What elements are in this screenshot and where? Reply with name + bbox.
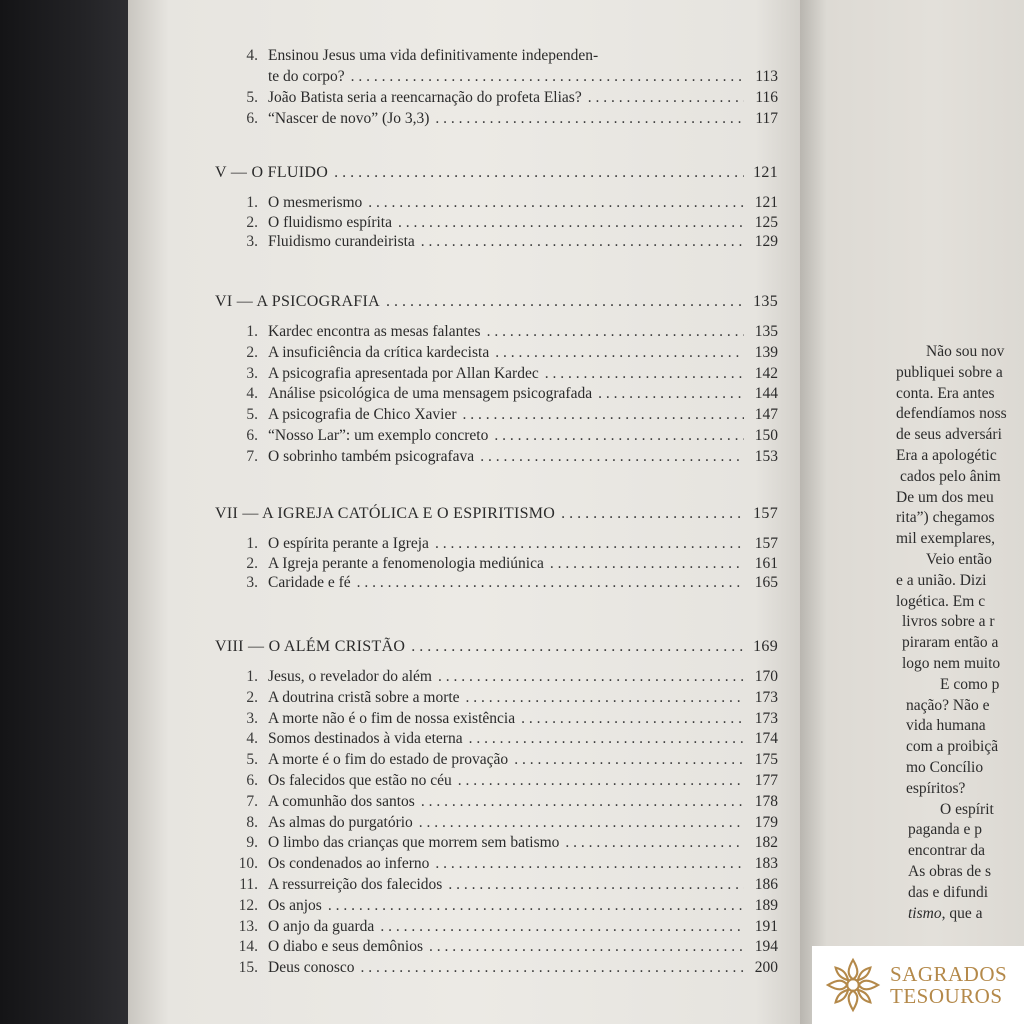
page-number: 121 <box>754 194 778 211</box>
page-number: 147 <box>754 406 778 424</box>
entry-number: 5. <box>246 406 258 424</box>
entry-title: A ressurreição dos falecidos <box>268 876 443 893</box>
body-text-line: paganda e p <box>908 821 983 839</box>
page-number: 139 <box>754 343 778 361</box>
body-text-line: Não sou nov <box>926 343 1005 360</box>
page-number: 153 <box>754 447 778 465</box>
chapter-heading <box>215 504 778 524</box>
leader-dots <box>545 364 744 384</box>
chapter-heading <box>215 637 778 657</box>
body-text-line: logo nem muito <box>902 654 1001 672</box>
entry-number: 1. <box>246 323 258 340</box>
leader-dots <box>494 426 744 446</box>
entry-number: 5. <box>246 89 258 106</box>
body-text-line: mo Concílio <box>906 758 984 776</box>
entry-number: 6. <box>246 772 258 789</box>
page-number: 179 <box>754 813 778 831</box>
leader-dots <box>368 193 744 213</box>
leader-dots <box>361 958 744 978</box>
leader-dots <box>458 771 744 791</box>
page-number: 200 <box>754 959 778 977</box>
page-number: 173 <box>754 709 778 727</box>
entry-number: 9. <box>246 834 258 852</box>
leader-dots <box>380 917 744 937</box>
leader-dots <box>435 854 744 874</box>
toc-entry <box>232 958 778 978</box>
entry-title: O espírita perante a Igreja <box>268 535 429 552</box>
entry-title: João Batista seria a reencarnação do profeta Elias? <box>268 89 582 106</box>
body-text-line: Era a apologétic <box>896 446 997 464</box>
page-number: 177 <box>754 772 778 789</box>
entry-title: Análise psicológica de uma mensagem psicografada <box>268 385 593 403</box>
toc-entry <box>232 729 778 749</box>
right-page-body-text <box>896 342 1024 982</box>
page-number: 121 <box>753 164 778 181</box>
page-number: 186 <box>754 876 778 893</box>
body-text-line: cados pelo ânim <box>900 467 1001 485</box>
entry-number: 11. <box>239 876 258 893</box>
entry-number: 3. <box>246 233 258 250</box>
entry-title: O mesmerismo <box>268 194 363 211</box>
entry-title: O anjo da guarda <box>268 917 375 935</box>
toc-entry <box>232 709 778 729</box>
entry-title: A morte é o fim do estado de provação <box>268 751 509 769</box>
leader-dots <box>469 729 744 749</box>
body-text-line: e a união. Dizi <box>896 571 987 589</box>
body-text-line: logética. Em c <box>896 592 986 610</box>
entry-title: Os condenados ao inferno <box>268 855 430 873</box>
entry-number: 6. <box>246 110 258 127</box>
ornament-icon <box>824 956 882 1014</box>
leader-dots <box>521 709 744 729</box>
toc-entry <box>232 554 778 574</box>
leader-dots <box>435 109 744 129</box>
entry-title: A doutrina cristã sobre a morte <box>268 688 460 706</box>
entry-number: 3. <box>246 364 258 382</box>
leader-dots <box>429 937 744 957</box>
leader-dots <box>514 750 744 770</box>
toc-entry <box>232 322 778 342</box>
toc-entry <box>232 573 778 593</box>
leader-dots <box>463 405 744 425</box>
entry-number: 7. <box>246 447 258 465</box>
toc-entry <box>232 88 778 108</box>
body-text-line: espíritos? <box>906 779 966 797</box>
entry-title: “Nosso Lar”: um exemplo concreto <box>268 427 489 444</box>
toc-entry <box>232 384 778 404</box>
entry-number: 2. <box>246 688 258 706</box>
leader-dots <box>487 322 744 342</box>
page-number: 170 <box>754 668 778 685</box>
toc-entry <box>232 534 778 554</box>
entry-number: 7. <box>246 792 258 810</box>
entry-title: Caridade e fé <box>268 574 351 591</box>
body-text-line: O espírit <box>940 800 994 818</box>
page-number: 165 <box>754 574 778 591</box>
body-text-line: rita”) chegamos <box>896 509 995 527</box>
toc-entry <box>232 937 778 957</box>
page-number: 183 <box>754 855 778 873</box>
page-number: 191 <box>754 917 778 935</box>
toc-entry <box>232 343 778 363</box>
toc-entry <box>232 792 778 812</box>
body-text-line: mil exemplares, <box>896 530 995 548</box>
entry-title: A psicografia apresentada por Allan Kardec <box>268 364 539 382</box>
leader-dots <box>334 163 744 183</box>
body-text-line: vida humana <box>906 717 986 735</box>
body-text-line: tismo, que a <box>908 904 983 922</box>
toc-entry <box>232 688 778 708</box>
entry-title: A morte não é o fim de nossa existência <box>268 709 516 727</box>
entry-title: A Igreja perante a fenomenologia mediúnica <box>268 554 544 572</box>
chapter-title: VI — A PSICOGRAFIA <box>215 293 380 310</box>
entry-title: O sobrinho também psicografava <box>268 447 475 465</box>
page-number: 157 <box>754 535 778 552</box>
leader-dots <box>435 534 744 554</box>
page-number: 113 <box>755 68 778 85</box>
chapter-title: VIII — O ALÉM CRISTÃO <box>215 638 406 655</box>
toc-entry <box>232 854 778 874</box>
entry-number: 10. <box>238 855 258 873</box>
body-text-line: publiquei sobre a <box>896 363 1003 381</box>
page-number: 125 <box>754 213 778 231</box>
toc-entry <box>232 447 778 467</box>
entry-title: A insuficiência da crítica kardecista <box>268 343 490 361</box>
body-text-line: nação? Não e <box>906 696 990 714</box>
leader-dots <box>588 88 744 108</box>
page-number: 116 <box>755 89 778 106</box>
page-number: 174 <box>754 730 778 748</box>
body-text-line: As obras de s <box>908 862 992 880</box>
entry-number: 14. <box>238 938 258 956</box>
leader-dots <box>495 343 744 363</box>
entry-title: O limbo das crianças que morrem sem batismo <box>268 834 560 852</box>
logo-text-line1: SAGRADOS <box>890 962 1008 986</box>
entry-number: 3. <box>246 574 258 591</box>
toc-entry <box>232 917 778 937</box>
chapter-heading <box>215 292 778 312</box>
show-through-text <box>870 40 1020 340</box>
leader-dots <box>561 504 744 524</box>
body-text-line: E como p <box>940 675 1000 693</box>
body-text-line: livros sobre a r <box>902 613 995 631</box>
page-number: 129 <box>754 233 778 250</box>
body-text-line: encontrar da <box>908 842 986 860</box>
leader-dots <box>438 667 744 687</box>
page-number: 182 <box>754 834 778 852</box>
toc-entry <box>232 426 778 446</box>
body-text-line: piraram então a <box>902 634 999 652</box>
entry-title: Kardec encontra as mesas falantes <box>268 323 481 340</box>
entry-number: 8. <box>246 813 258 831</box>
entry-title: Os anjos <box>268 896 322 914</box>
toc-entry <box>232 109 778 129</box>
page-number: 142 <box>754 364 778 382</box>
body-text-line: conta. Era antes <box>896 384 995 402</box>
toc-entry <box>232 896 778 916</box>
toc-entry <box>232 750 778 770</box>
toc-entry <box>232 667 778 687</box>
entry-number: 4. <box>246 730 258 748</box>
leader-dots <box>328 896 744 916</box>
chapter-title: V — O FLUIDO <box>215 164 329 181</box>
entry-number: 1. <box>246 668 258 685</box>
toc-entry <box>232 833 778 853</box>
chapter-heading <box>215 163 778 183</box>
toc-entry <box>232 193 778 213</box>
page-number: 175 <box>754 751 778 769</box>
entry-title: Deus conosco <box>268 959 355 977</box>
page-number: 178 <box>754 792 778 810</box>
entry-title: A comunhão dos santos <box>268 792 415 810</box>
leader-dots <box>411 637 744 657</box>
entry-number: 4. <box>246 47 258 64</box>
leader-dots <box>466 688 744 708</box>
entry-number: 5. <box>246 751 258 769</box>
entry-number: 1. <box>246 194 258 211</box>
page-number: 189 <box>754 896 778 914</box>
leader-dots <box>386 292 744 312</box>
logo-text-line2: TESOUROS <box>890 984 1003 1008</box>
entry-number: 15. <box>238 959 258 977</box>
leader-dots <box>480 447 744 467</box>
body-text-line: das e difundi <box>908 883 989 901</box>
leader-dots <box>351 67 744 87</box>
entry-title: Ensinou Jesus uma vida definitivamente independen- <box>268 47 599 64</box>
leader-dots <box>421 792 744 812</box>
entry-title: Jesus, o revelador do além <box>268 668 432 685</box>
page-number: 150 <box>754 427 778 444</box>
entry-title: Somos destinados à vida eterna <box>268 730 463 748</box>
entry-number: 13. <box>238 917 258 935</box>
chapter-title: VII — A IGREJA CATÓLICA E O ESPIRITISMO <box>215 505 556 522</box>
body-text-line: De um dos meu <box>896 488 994 506</box>
body-text-line: com a proibiçã <box>906 738 999 756</box>
entry-title: Fluidismo curandeirista <box>268 233 415 250</box>
body-text-line: de seus adversári <box>896 426 1002 444</box>
entry-number: 6. <box>246 427 258 444</box>
leader-dots <box>398 213 744 233</box>
body-text-line: defendíamos noss <box>896 405 1007 423</box>
leader-dots <box>565 833 744 853</box>
entry-title: As almas do purgatório <box>268 813 413 831</box>
entry-title: te do corpo? <box>268 68 345 85</box>
leader-dots <box>421 232 744 252</box>
toc-entry <box>232 405 778 425</box>
page-number: 117 <box>755 110 778 127</box>
watermark-logo <box>812 946 1024 1024</box>
entry-number: 4. <box>246 385 258 403</box>
page-number: 169 <box>753 638 778 655</box>
toc-entry <box>232 813 778 833</box>
entry-number: 3. <box>246 709 258 727</box>
page-number: 135 <box>754 323 778 340</box>
toc-entry <box>232 364 778 384</box>
entry-number: 2. <box>246 213 258 231</box>
page-number: 161 <box>754 554 778 572</box>
leader-dots <box>598 384 744 404</box>
entry-number: 1. <box>246 535 258 552</box>
toc-entry <box>232 46 598 66</box>
page-number: 173 <box>754 688 778 706</box>
toc-entry <box>232 67 778 87</box>
entry-title: O fluidismo espírita <box>268 213 392 231</box>
leader-dots <box>550 554 744 574</box>
toc-entry <box>232 232 778 252</box>
leader-dots <box>448 875 744 895</box>
entry-title: A psicografia de Chico Xavier <box>268 406 457 424</box>
page-number: 135 <box>753 293 778 310</box>
leader-dots <box>357 573 744 593</box>
body-text-line: Veio então <box>926 550 992 568</box>
entry-title: O diabo e seus demônios <box>268 938 423 956</box>
toc-entry <box>232 213 778 233</box>
page-number: 194 <box>754 938 778 956</box>
page-number: 157 <box>753 505 778 522</box>
page-number: 144 <box>754 385 778 403</box>
toc-entry <box>232 875 778 895</box>
leader-dots <box>419 813 744 833</box>
toc-entry <box>232 771 778 791</box>
entry-title: Os falecidos que estão no céu <box>268 772 452 789</box>
entry-number: 2. <box>246 343 258 361</box>
entry-number: 12. <box>238 896 258 914</box>
entry-title: “Nascer de novo” (Jo 3,3) <box>268 110 430 127</box>
entry-number: 2. <box>246 554 258 572</box>
